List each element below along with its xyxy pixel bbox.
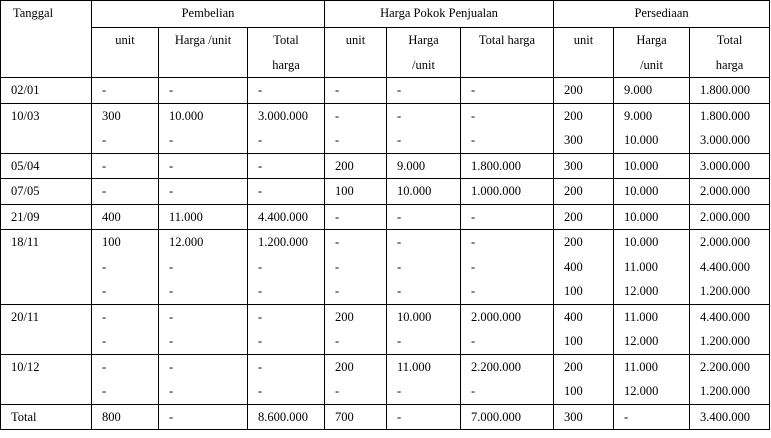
cogs-price-cell [387,230,461,305]
cogs-unit-cell [325,404,387,430]
cell-value: 1.800.000 [700,108,751,123]
date-text: 10/03 [11,108,40,123]
cell-value: - [258,284,263,298]
stock-price-cell [614,78,690,104]
cell-value: 10.000 [624,158,659,173]
cell-value: 1.200.000 [700,384,751,398]
cell-value: 300 [564,158,583,173]
cell-value: - [258,309,263,324]
cell-value: 200 [335,309,354,324]
cell-value: - [102,359,107,374]
cogs-price-cell [387,304,461,354]
purchase-price-cell [159,304,248,354]
cell-value: 3.000.000 [258,108,308,123]
cell-value: - [102,259,107,274]
cogs-price-cell [387,404,461,430]
purchase-price-header [159,28,248,78]
cell-value: - [169,409,174,424]
table-row [1,230,770,305]
cell-value: - [624,409,629,424]
cogs-unit-cell [325,179,387,205]
date-cell [1,179,92,205]
cell-value: 9.000 [624,83,653,97]
stock-unit-cell [554,230,614,305]
cell-value: 11.000 [397,359,431,374]
cell-value: - [471,108,476,123]
cell-value: - [102,133,107,147]
date-text: 20/11 [11,309,40,324]
cell-value: - [471,259,476,274]
date-text: 05/04 [11,158,40,173]
cell-value: 200 [564,209,583,224]
stock-total-cell [690,204,770,230]
date-text: 02/01 [11,83,40,97]
cogs-total-cell [461,230,554,305]
cell-value: 1.800.000 [471,158,521,173]
cell-value: - [335,83,340,97]
cell-value: 200 [564,359,583,374]
cell-value: 12.000 [624,384,659,398]
cell-value: - [102,83,107,97]
purchase-total-cell [248,103,325,153]
purchase-unit-cell [92,204,159,230]
table-header [1,1,770,78]
cell-value: 300 [564,133,583,147]
purchase-total-cell [248,304,325,354]
stock-unit-header [554,28,614,78]
stock-total-cell [690,304,770,354]
cell-value: - [169,359,174,374]
cell-value: 12.000 [624,334,659,348]
table-row [1,179,770,205]
cell-value: - [471,384,476,398]
header-line: /unit [640,57,663,72]
cell-value: - [102,334,107,348]
cell-value: - [169,184,174,198]
table-row [1,304,770,354]
cell-value: 10.000 [624,209,659,224]
date-cell [1,78,92,104]
total-row [1,404,770,430]
stock-price-cell [614,354,690,404]
cell-value: 1.000.000 [471,184,521,198]
stock-unit-cell [554,354,614,404]
date-text: 10/12 [11,359,40,374]
stock-price-cell [614,204,690,230]
stock-price-cell [614,153,690,179]
purchase-price-cell [159,179,248,205]
cell-value: 10.000 [397,184,432,198]
cell-value: - [397,284,402,298]
cell-value: - [397,108,402,123]
cell-value: 10.000 [624,235,659,249]
cell-value: - [471,209,476,224]
stock-unit-cell [554,404,614,430]
purchase-total-cell [248,230,325,305]
cell-value: - [397,334,402,348]
stock-price-cell [614,404,690,430]
cell-value: 9.000 [624,108,653,123]
date-text: Total [11,409,37,424]
header-line: Harga [636,33,667,47]
date-cell [1,103,92,153]
cogs-price-cell [387,354,461,404]
stock-total-cell [690,179,770,205]
header-line: unit [573,33,594,47]
cell-value: - [258,83,263,97]
cell-value: - [335,108,340,123]
cogs-unit-cell [325,103,387,153]
cell-value: - [258,158,263,173]
purchase-unit-header [92,28,159,78]
cell-value: 4.400.000 [700,259,751,274]
cogs-price-cell [387,153,461,179]
cell-value: 200 [564,83,583,97]
date-cell [1,230,92,305]
purchase-price-cell [159,153,248,179]
cell-value: 11.000 [169,209,203,224]
date-cell [1,404,92,430]
header-line: Harga /unit [174,33,232,47]
cell-value: 1.800.000 [700,83,751,97]
cell-value: - [102,284,107,298]
cogs-total-header [461,28,554,78]
cell-value: 100 [102,235,121,249]
cell-value: 3.400.000 [700,409,751,424]
purchase-total-cell [248,78,325,104]
stock-unit-cell [554,304,614,354]
cell-value: 200 [564,108,583,123]
cell-value: 10.000 [397,309,432,324]
stock-unit-cell [554,179,614,205]
stock-total-cell [690,78,770,104]
table-row [1,78,770,104]
cell-value: 700 [335,409,354,424]
cell-value: - [169,259,174,274]
date-text: 07/05 [11,184,40,198]
stock-price-header [614,28,690,78]
stock-unit-cell [554,78,614,104]
cell-value: 400 [102,209,121,224]
cell-value: - [471,284,476,298]
cell-value: - [471,334,476,348]
cell-value: - [258,384,263,398]
purchase-price-cell [159,354,248,404]
cell-value: 100 [564,284,583,298]
cell-value: - [397,133,402,147]
cogs-price-cell [387,103,461,153]
purchase-unit-cell [92,153,159,179]
stock-total-header [690,28,770,78]
cell-value: 9.000 [397,158,426,173]
cell-value: - [397,83,402,97]
cell-value: 10.000 [624,184,659,198]
cell-value: - [397,235,402,249]
cell-value: - [397,209,402,224]
cell-value: - [169,158,174,173]
cogs-unit-header [325,28,387,78]
cell-value: - [102,309,107,324]
stock-price-cell [614,230,690,305]
header-line: /unit [412,57,435,72]
purchase-unit-cell [92,404,159,430]
cogs-price-cell [387,179,461,205]
date-cell [1,354,92,404]
cell-value: 400 [564,259,583,274]
stock-price-cell [614,179,690,205]
cell-value: - [471,133,476,147]
purchases-header: Pembelian [92,1,325,28]
purchase-price-cell [159,103,248,153]
cell-value: - [258,334,263,348]
cogs-unit-cell [325,153,387,179]
date-cell [1,153,92,179]
cogs-unit-cell [325,230,387,305]
cell-value: - [335,235,340,249]
date-text: 21/09 [11,209,40,224]
header-line: Harga [408,33,439,47]
stock-total-cell [690,354,770,404]
cogs-price-header [387,28,461,78]
cell-value: - [335,384,340,398]
date-header: Tanggal [1,1,92,78]
cell-value: 2.000.000 [700,235,751,249]
cell-value: 3.000.000 [700,158,751,173]
cell-value: - [169,384,174,398]
purchase-unit-cell [92,354,159,404]
cell-value: - [258,184,263,198]
purchase-total-cell [248,204,325,230]
sub-header-row [1,28,770,78]
cogs-unit-cell [325,204,387,230]
stock-total-cell [690,230,770,305]
table-row [1,204,770,230]
cell-value: - [102,384,107,398]
cell-value: 200 [564,184,583,198]
cell-value: - [169,284,174,298]
cell-value: - [335,334,340,348]
cell-value: - [397,409,402,424]
purchase-price-cell [159,78,248,104]
cell-value: 11.000 [624,309,658,324]
purchase-total-header [248,28,325,78]
table-body [1,78,770,430]
stock-price-cell [614,103,690,153]
cell-value: - [102,184,107,198]
cell-value: 200 [335,359,354,374]
table-row [1,354,770,404]
date-cell [1,304,92,354]
cell-value: 3.000.000 [700,133,751,147]
cell-value: - [258,133,263,147]
header-line: Total [716,33,743,47]
header-line: unit [345,33,366,47]
stock-total-cell [690,404,770,430]
cell-value: 1.200.000 [700,284,751,298]
cogs-price-cell [387,204,461,230]
cell-value: 4.400.000 [258,209,308,224]
cell-value: 100 [564,334,583,348]
purchase-unit-cell [92,304,159,354]
cogs-price-cell [387,78,461,104]
purchase-unit-cell [92,179,159,205]
cell-value: - [335,133,340,147]
table-row [1,103,770,153]
purchase-total-cell [248,179,325,205]
cell-value: 11.000 [624,259,658,274]
stock-unit-cell [554,103,614,153]
stock-unit-cell [554,153,614,179]
cogs-total-cell [461,78,554,104]
stock-unit-cell [554,204,614,230]
purchase-unit-cell [92,78,159,104]
cell-value: 12.000 [624,284,659,298]
cell-value: 2.000.000 [700,209,751,224]
date-text: 18/11 [11,235,40,249]
cell-value: 2.000.000 [700,184,751,198]
cell-value: - [169,83,174,97]
cell-value: 7.000.000 [471,409,521,424]
header-line: unit [115,33,135,47]
stock-total-cell [690,103,770,153]
cell-value: 100 [335,184,354,198]
cell-value: - [335,259,340,274]
cell-value: - [258,359,263,374]
cell-value: - [102,158,107,173]
cell-value: 2.000.000 [471,309,521,324]
cell-value: - [169,309,174,324]
cell-value: 300 [564,409,583,424]
cogs-total-cell [461,354,554,404]
cogs-unit-cell [325,354,387,404]
cell-value: 200 [335,158,354,173]
cell-value: 10.000 [169,108,204,123]
header-line: Total [273,33,299,47]
purchase-unit-cell [92,103,159,153]
cell-value: - [169,133,174,147]
cell-value: 800 [102,409,121,424]
stock-price-cell [614,304,690,354]
purchase-total-cell [248,354,325,404]
cell-value: 300 [102,108,121,123]
purchase-total-cell [248,153,325,179]
cell-value: - [471,83,476,97]
cell-value: 100 [564,384,583,398]
cell-value: - [471,235,476,249]
purchase-total-cell [248,404,325,430]
header-line: Total harga [478,33,536,47]
purchase-unit-cell [92,230,159,305]
cell-value: 4.400.000 [700,309,751,324]
cell-value: 2.200.000 [471,359,521,374]
cell-value: - [397,259,402,274]
purchase-price-cell [159,204,248,230]
cogs-total-cell [461,103,554,153]
cell-value: 11.000 [624,359,658,374]
cell-value: - [335,209,340,224]
cell-value: 400 [564,309,583,324]
cogs-total-cell [461,179,554,205]
cell-value: - [258,259,263,274]
cell-value: 1.200.000 [700,334,751,348]
header-line: harga [715,57,744,72]
cogs-total-cell [461,404,554,430]
cell-value: 10.000 [624,133,659,147]
purchase-price-cell [159,230,248,305]
table-row [1,153,770,179]
cell-value: 200 [564,235,583,249]
cogs-unit-cell [325,78,387,104]
cell-value: 1.200.000 [258,235,308,249]
cell-value: - [397,384,402,398]
cell-value: - [335,284,340,298]
cell-value: 2.200.000 [700,359,751,374]
purchase-price-cell [159,404,248,430]
cell-value: 8.600.000 [258,409,308,424]
header-line: harga [272,57,300,72]
inventory-header: Persediaan [554,1,770,28]
cogs-total-cell [461,204,554,230]
cogs-header: Harga Pokok Penjualan [325,1,554,28]
cell-value: - [169,334,174,348]
stock-total-cell [690,153,770,179]
cogs-total-cell [461,304,554,354]
cell-value: 12.000 [169,235,204,249]
cogs-unit-cell [325,304,387,354]
date-cell [1,204,92,230]
cogs-total-cell [461,153,554,179]
